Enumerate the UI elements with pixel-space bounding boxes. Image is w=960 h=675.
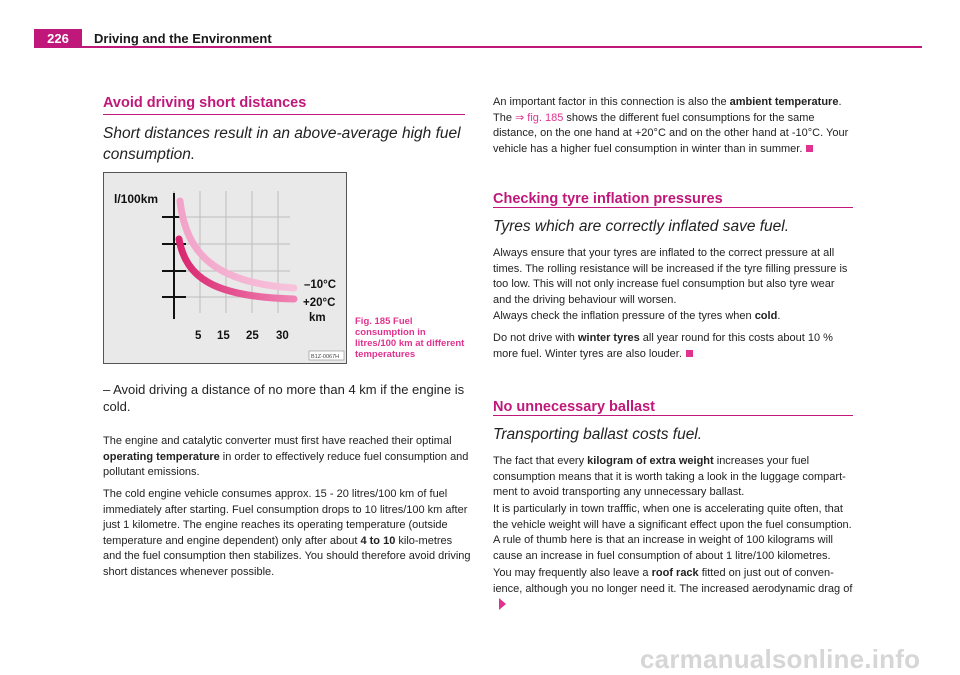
continue-arrow-icon [499, 598, 506, 610]
series-label-minus10: –10°C [304, 279, 337, 291]
section-rule [103, 114, 465, 115]
figure-code: B1Z-0067H [311, 354, 340, 360]
y-axis-label: l/100km [114, 192, 159, 206]
section-heading-ballast: No unnecessary ballast [493, 399, 655, 415]
figure-fuel-consumption [103, 172, 347, 364]
section-end-marker [686, 350, 693, 357]
section-end-marker [806, 145, 813, 152]
section-heading-tyre-pressure: Checking tyre inflation pressures [493, 191, 723, 207]
paragraph-operating-temperature: The engine and catalytic converter must first have reached their optimal operating temperature in order to effectively reduce fuel consumption and pollutant emissions. [103, 435, 469, 479]
paragraph-tyre-pressure: Always ensure that your tyres are inflated to the correct pressure at all times. The rolling resistance will be increased if the tyre filling pressure is too low. This will not only increase fuel consumption but also tyre wear and the driving behaviour will worsen. [493, 247, 848, 306]
x-axis-label: km [309, 312, 326, 324]
section-lead: Transporting ballast costs fuel. [493, 426, 703, 443]
paragraph-town-traffic: It is particularly in town trafffic, when one is accelerating quite often, that the vehicle weight will have a significant effect upon the fuel consumption. A rule of thumb here is that an increase in weight of 100 kilograms will cause an increase in fuel consumption of about 1 litre/100 kilometres. [493, 503, 852, 562]
figure-link[interactable]: ⇒ fig. 185 [515, 111, 564, 124]
x-tick-label: 15 [217, 330, 230, 342]
x-tick-label: 25 [246, 330, 259, 342]
section-lead: Tyres which are correctly inflated save fuel. [493, 218, 790, 235]
x-tick-label: 30 [276, 330, 289, 342]
paragraph-ambient-temperature: An important factor in this connection is also the ambient temperature. The ⇒ fig. 185 shows the different fuel consumptions for the same distance, on the one hand at +20°C and on the other hand at -10°C. Your vehicle has a higher fuel consumption in winter than in summer. [493, 96, 849, 155]
watermark: carmanualsonline.info [640, 644, 921, 674]
paragraph-extra-weight: The fact that every kilogram of extra weight increases your fuel consumption means that it is worth taking a look in the luggage compart-ment to avoid transporting any unnecessary ballast. [493, 455, 846, 499]
paragraph-cold-engine: The cold engine vehicle consumes approx. 15 - 20 litres/100 km of fuel immediately after starting. Fuel consumption drops to 10 litres/100 km after just 1 kilometre. The engine reaches its operating temperature (outside temperature and engine dependent) only after about 4 to 10 kilo-metres and the fuel consumption then stabilizes. You should therefore avoid driving short distances whenever possible. [103, 488, 471, 578]
series-label-plus20: +20°C [303, 297, 336, 309]
section-heading-short-distances: Avoid driving short distances [103, 95, 307, 111]
section-lead: Short distances result in an above-average high fuel consumption. [103, 125, 461, 163]
figure-chart [104, 173, 346, 363]
x-tick-label: 5 [195, 330, 202, 342]
header-rule [34, 46, 922, 48]
paragraph-roof-rack: You may frequently also leave a roof rack fitted on just out of conven-ience, although you no longer need it. The increased aerodynamic drag of [493, 566, 853, 613]
section-rule [493, 207, 853, 208]
paragraph-check-cold: Always check the inflation pressure of the tyres when cold. [493, 310, 781, 322]
page-number: 226 [34, 29, 82, 48]
figure-caption: Fig. 185 Fuel consumption in litres/100 km at different temperatures [355, 316, 465, 360]
chapter-title: Driving and the Environment [94, 31, 272, 46]
paragraph-winter-tyres: Do not drive with winter tyres all year round for this costs about 10 % more fuel. Winter tyres are also louder. [493, 332, 833, 360]
instruction-bullet: – Avoid driving a distance of no more than 4 km if the engine is cold. [103, 382, 465, 414]
section-rule [493, 415, 853, 416]
